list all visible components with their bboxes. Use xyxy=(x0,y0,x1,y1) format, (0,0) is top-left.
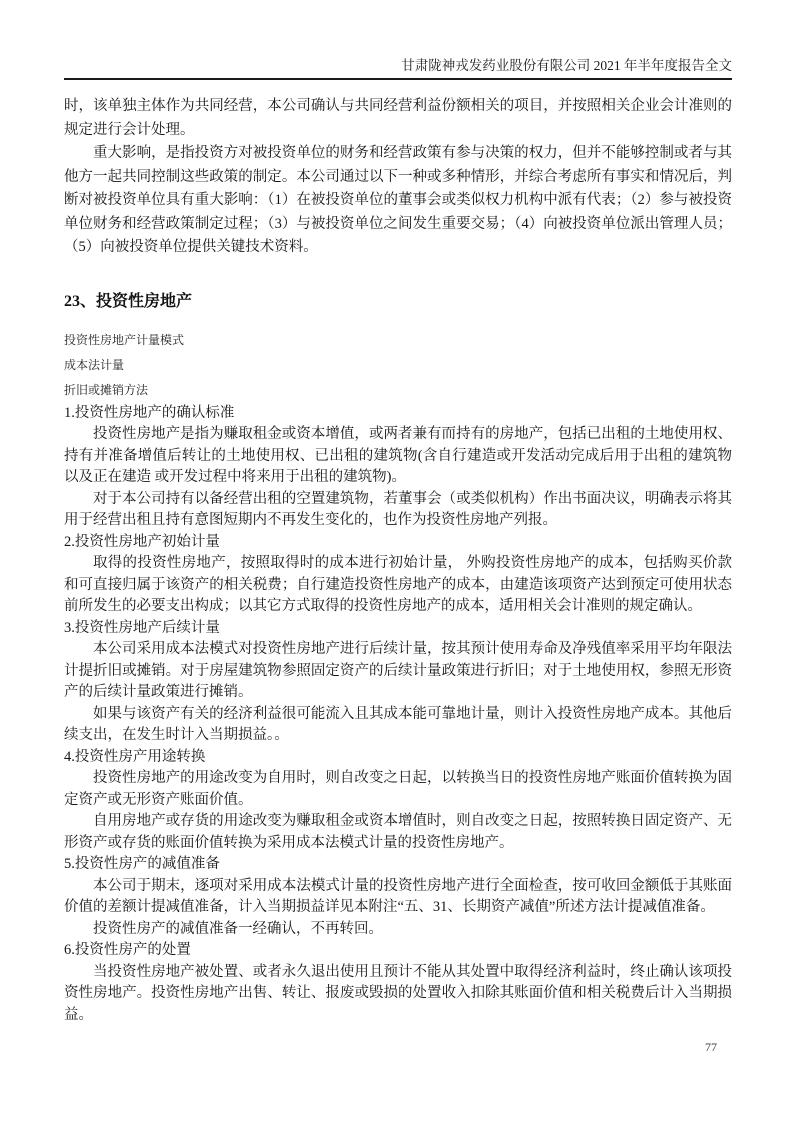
body-paragraph: 投资性房地产的用途改变为自用时，则自改变之日起，以转换当日的投资性房地产账面价值转换为固定资产或无形资产账面价值。 xyxy=(64,770,732,808)
subsection-heading-4: 4.投资性房产用途转换 xyxy=(64,748,206,765)
body-paragraph: 自用房地产或存货的用途改变为赚取租金或资本增值时，则自改变之日起，按照转换日固定资产、无形资产或存货的账面价值转换为采用成本法模式计量的投资性房地产。 xyxy=(64,813,732,851)
body-paragraph: 当投资性房地产被处置、或者永久退出使用且预计不能从其处置中取得经济利益时，终止确认该项投资性房地产。投资性房地产出售、转让、报废或毁损的处置收入扣除其账面价值和相关税费后计入当期损益。 xyxy=(64,963,732,1023)
section-body xyxy=(64,403,732,1027)
subsection-heading-1: 1.投资性房地产的确认标准 xyxy=(64,404,235,421)
subsection-heading-6: 6.投资性房产的处置 xyxy=(64,942,191,958)
page-content xyxy=(64,0,732,1026)
page-number: 77 xyxy=(705,1040,717,1054)
subsection-heading-2: 2.投资性房地产初始计量 xyxy=(64,533,220,550)
body-paragraph: 取得的投资性房地产，按照取得时的成本进行初始计量， 外购投资性房地产的成本，包括购买价款和可直接归属于该资产的相关税费；自行建造投资性房地产的成本，由建造该项资产达到预定可使用状态前所发生的必要支出构成；以其它方式取得的投资性房地产的成本，适用相关会计准则的规定确认。 xyxy=(64,555,732,614)
intro-paragraph-significant-influence: 重大影响，是指投资方对被投资单位的财务和经营政策有参与决策的权力，但并不能够控制或者与其他方一起共同控制这些政策的制定。本公司通过以下一种或多种情形，并综合考虑所有事实和情况后，判断对被投资单位具有重大影响：（1）在被投资单位的董事会或类似权力机构中派有代表；（2）参与被投资单位财务和经营政策制定过程；（3）与被投资单位之间发生重要交易；（4）向被投资单位派出管理人员；（5）向被投资单位提供关键技术资料。 xyxy=(64,145,732,255)
body-paragraph: 对于本公司持有以备经营出租的空置建筑物，若董事会（或类似机构）作出书面决议，明确表示将其用于经营出租且持有意图短期内不再发生变化的，也作为投资性房地产列报。 xyxy=(64,490,732,528)
body-paragraph: 本公司于期末，逐项对采用成本法模式计量的投资性房地产进行全面检查，按可收回金额低于其账面价值的差额计提减值准备，计入当期损益详见本附注“五、31、长期资产减值”所述方法计提减值准备。 xyxy=(64,877,732,915)
intro-paragraph-continuation: 时，该单独主体作为共同经营，本公司确认与共同经营利益份额相关的项目，并按照相关企业会计准则的规定进行会计处理。 xyxy=(64,98,732,138)
report-title: 甘肃陇神戎发药业股份有限公司 2021 年半年度报告全文 xyxy=(401,58,732,73)
meta-line-cost-method: 成本法计量 xyxy=(64,357,125,372)
subsection-heading-3: 3.投资性房地产后续计量 xyxy=(64,619,220,636)
body-paragraph: 如果与该资产有关的经济利益很可能流入且其成本能可靠地计量，则计入投资性房地产成本。其他后续支出，在发生时计入当期损益。。 xyxy=(64,705,732,743)
body-paragraph: 投资性房产的减值准备一经确认，不再转回。 xyxy=(93,920,383,937)
report-header xyxy=(64,0,732,80)
body-paragraph: 本公司采用成本法模式对投资性房地产进行后续计量，按其预计使用寿命及净残值率采用平均年限法计提折旧或摊销。对于房屋建筑物参照固定资产的后续计量政策进行折旧；对于土地使用权，参照无形资产的后续计量政策进行摊销。 xyxy=(64,641,732,700)
body-paragraph: 投资性房地产是指为赚取租金或资本增值，或两者兼有而持有的房地产，包括已出租的土地使用权、持有并准备增值后转让的土地使用权、已出租的建筑物(含自行建造或开发活动完成后用于出租的建筑物以及正在建造 或开发过程中将来用于出租的建筑物)。 xyxy=(64,426,732,485)
meta-line-measurement-model: 投资性房地产计量模式 xyxy=(64,332,185,347)
section-meta-lines xyxy=(64,328,732,403)
intro-paragraphs xyxy=(64,95,732,260)
section-heading-investment-property: 23、投资性房地产 xyxy=(64,292,193,310)
subsection-heading-5: 5.投资性房产的减值准备 xyxy=(64,856,220,872)
meta-line-depreciation-method: 折旧或摊销方法 xyxy=(64,382,149,397)
